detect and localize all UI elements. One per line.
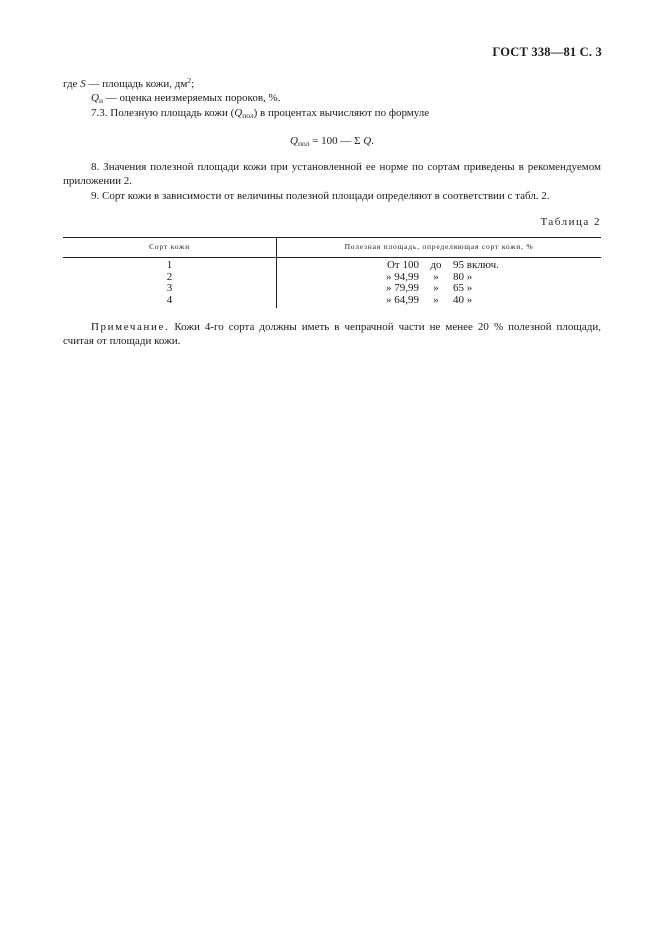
range-do: » (433, 282, 439, 295)
table-row (63, 272, 601, 284)
cell-area (277, 258, 602, 272)
cell-grade: 3 (63, 283, 277, 295)
table-row (63, 283, 601, 295)
formula-rhs: = 100 — Σ (309, 134, 364, 147)
table-row (63, 258, 601, 272)
cell-grade: 1 (63, 258, 277, 272)
header-area: Полезная площадь, определяющая сорт кожи, % (277, 238, 602, 258)
header-grade: Сорт кожи (63, 238, 277, 258)
range-from: От 100 (386, 259, 419, 272)
clause-7-3 (63, 106, 601, 120)
note-label: Примечание. (91, 321, 170, 334)
clause-9: 9. Сорт кожи в зависимости от величины полезной площади определяют в соответствии с табл. 2. (91, 189, 550, 202)
formula-rhs-var: Q (363, 134, 372, 147)
formula-end: . (371, 134, 374, 147)
var-s: S (80, 78, 86, 90)
formula-sub: пол (297, 138, 310, 148)
formula (63, 134, 601, 148)
range-do: до (430, 259, 442, 272)
table-row (63, 295, 601, 309)
definition-s (63, 77, 601, 91)
cell-grade: 2 (63, 272, 277, 284)
definition-s-end: ; (191, 78, 195, 90)
range-do: » (433, 270, 439, 283)
var-q: Q (91, 92, 99, 105)
definition-s-sup: 2 (187, 76, 192, 85)
range-to: 80 » (453, 270, 473, 283)
definition-q-text: — оценка неизмеряемых пороков, %. (102, 92, 281, 105)
range-to: 40 » (453, 293, 473, 306)
range-from: » 94,99 (386, 270, 419, 283)
range-from: » 79,99 (386, 282, 419, 295)
clause-7-3-after: ) в процентах вычисляют по формуле (253, 106, 430, 119)
table-title: Таблица 2 (540, 216, 601, 229)
range-to: 95 включ. (453, 259, 499, 272)
range-do: » (433, 293, 439, 306)
grades-table (63, 237, 601, 308)
var-q-sub: н (98, 96, 103, 106)
clause-7-3-var: Q (234, 106, 243, 119)
cell-grade: 4 (63, 295, 277, 309)
table-note (63, 320, 601, 349)
definition-prefix: где (63, 78, 81, 90)
definition-q (63, 91, 601, 105)
table-header-row (63, 238, 601, 258)
document-body (63, 77, 601, 360)
formula-var: Q (290, 134, 298, 147)
clause-8: 8. Значения полезной площади кожи при установленной ее норме по сортам приведены в рекомендуемом приложении 2. (63, 161, 601, 188)
clause-7-3-before: 7.3. Полезную площадь кожи ( (91, 106, 235, 119)
definition-s-text: — площадь кожи, дм (85, 78, 188, 90)
clause-7-3-sub: пол (242, 110, 254, 120)
range-from: » 64,99 (386, 293, 419, 306)
cell-area (277, 272, 602, 284)
cell-area (277, 283, 602, 295)
note-text: Кожи 4-го сорта должны иметь в чепрачной части не менее 20 % полезной площади, считая от площади кожи. (63, 321, 601, 348)
range-to: 65 » (453, 282, 473, 295)
page-header: ГОСТ 338—81 С. 3 (492, 45, 602, 59)
cell-area (277, 295, 602, 309)
